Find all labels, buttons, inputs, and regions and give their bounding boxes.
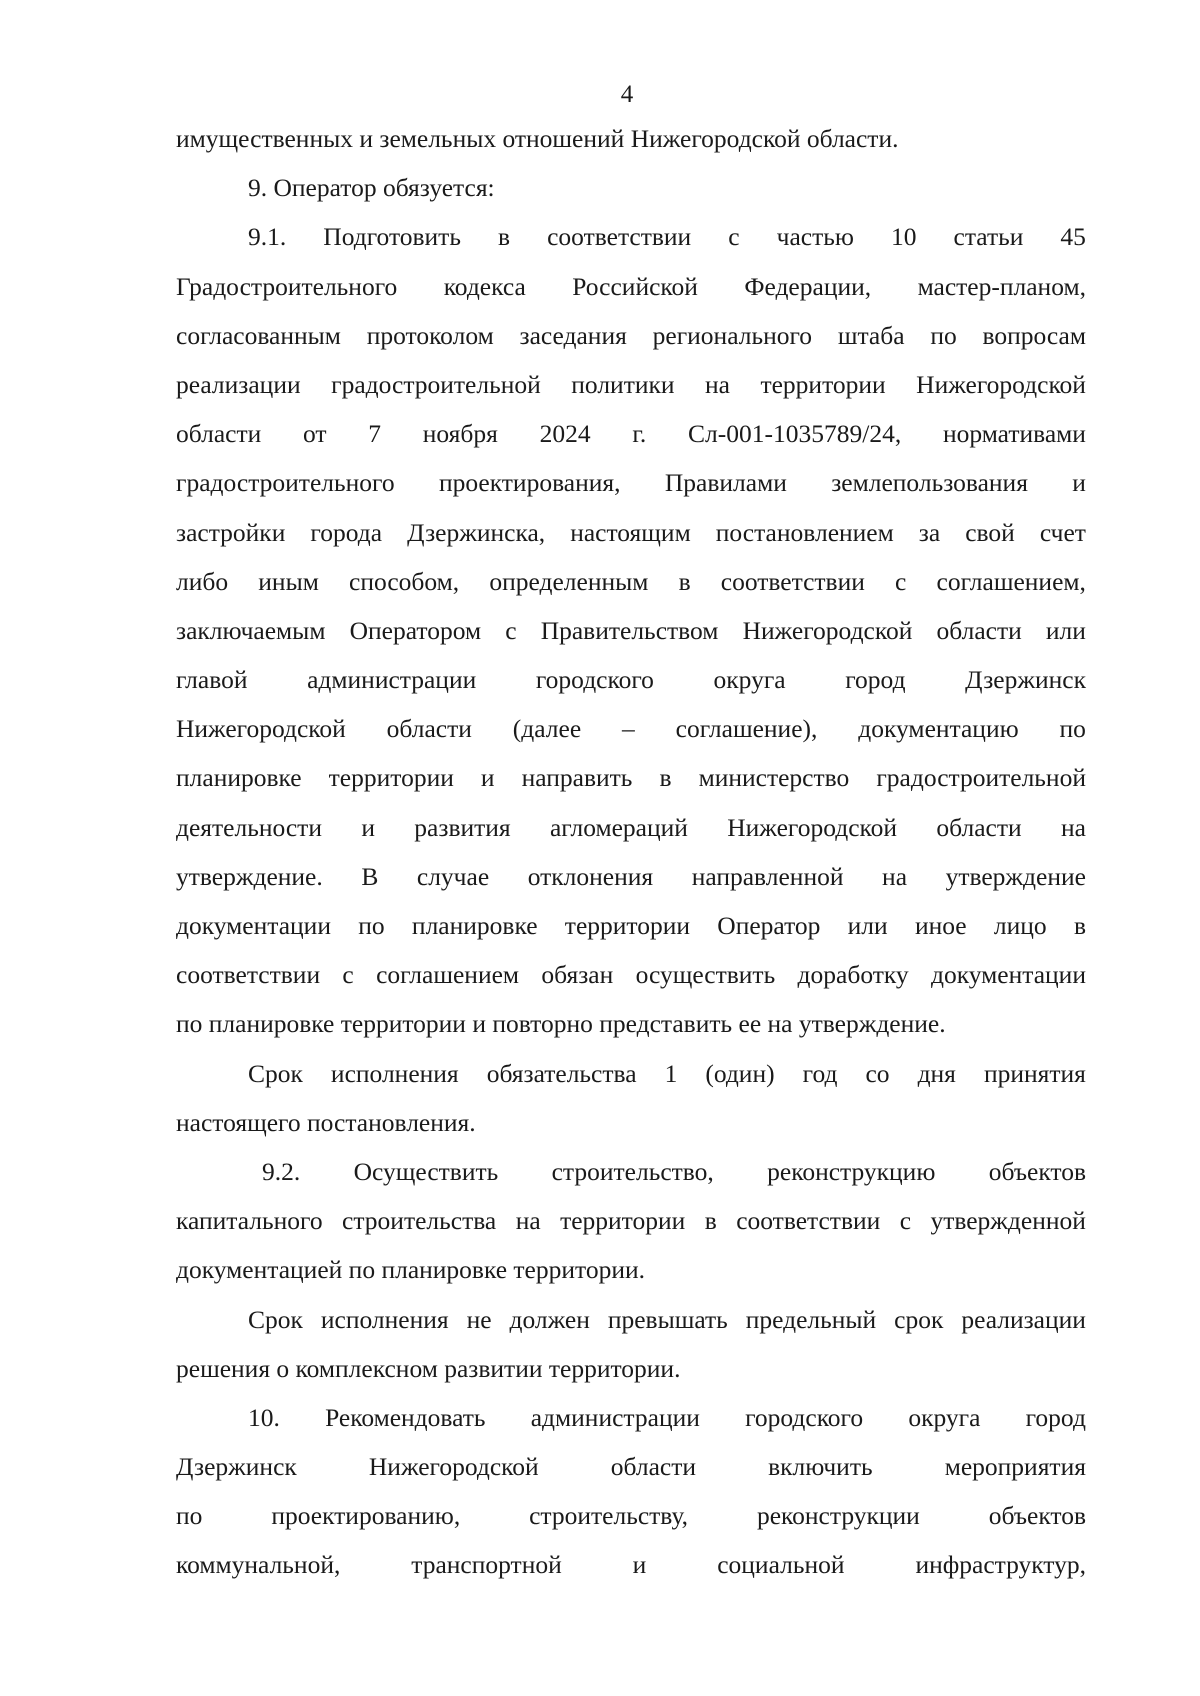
word: дня <box>917 1058 956 1088</box>
word: срок <box>894 1304 944 1334</box>
word: Осуществить <box>353 1156 499 1186</box>
word: обязан <box>541 960 614 990</box>
word: социальной <box>717 1550 845 1580</box>
word: исполнения <box>320 1304 449 1334</box>
word: городского <box>745 1402 864 1432</box>
word: способом, <box>349 566 460 596</box>
word: и <box>480 763 495 793</box>
text-line <box>176 212 1086 261</box>
word: территории <box>560 1206 686 1236</box>
line-text: документацией по планировке территории. <box>176 1255 645 1285</box>
word: 7 <box>368 419 382 449</box>
word: (один) <box>705 1058 775 1088</box>
word: коммунальной, <box>176 1550 341 1580</box>
word: объектов <box>988 1501 1086 1531</box>
word: должен <box>509 1304 590 1334</box>
word: 9.1. <box>248 222 287 252</box>
word: строительство, <box>551 1156 714 1186</box>
word: от <box>302 419 327 449</box>
word: с <box>895 566 907 596</box>
word: утвержденной <box>930 1206 1086 1236</box>
word: соглашением, <box>936 566 1086 596</box>
word: с <box>899 1206 912 1236</box>
text-line <box>176 606 1086 655</box>
word: нормативами <box>942 419 1086 449</box>
word: и <box>361 812 375 842</box>
text-line <box>176 999 1086 1048</box>
word: лицо <box>993 911 1047 940</box>
word: и <box>632 1550 647 1580</box>
word: с <box>342 960 354 990</box>
word: исполнения <box>330 1058 459 1088</box>
word: застройки <box>176 517 286 547</box>
page-number: 4 <box>620 81 634 108</box>
text-line <box>176 1147 1086 1196</box>
word: согласованным <box>176 320 341 350</box>
word: администрации <box>530 1402 700 1432</box>
word: агломераций <box>549 812 688 842</box>
word: утверждение <box>945 861 1086 891</box>
word: счет <box>1039 517 1086 547</box>
text-line <box>176 1245 1086 1294</box>
word: развития <box>414 812 511 842</box>
text-line <box>176 508 1086 557</box>
word: Нижегородской <box>742 615 913 645</box>
word: соглашением <box>376 960 520 990</box>
word: градостроительного <box>176 468 395 498</box>
word: Нижегородской <box>916 369 1086 399</box>
word: реализации <box>176 369 301 399</box>
word: на <box>1060 812 1086 842</box>
text-line <box>176 1540 1086 1589</box>
word: доработку <box>797 960 909 990</box>
word: города <box>310 517 383 547</box>
word: – <box>622 714 635 744</box>
word: город <box>1025 1402 1086 1432</box>
word: территории <box>564 911 691 940</box>
word: заседания <box>519 320 627 350</box>
text-line <box>176 704 1086 753</box>
word: проектированию, <box>271 1501 461 1531</box>
word: соответствии <box>720 566 865 596</box>
word: (далее <box>512 714 582 744</box>
word: Нижегородской <box>727 812 898 842</box>
word: в <box>498 222 511 252</box>
text-line <box>176 557 1086 606</box>
word: документации <box>176 911 331 940</box>
word: Нижегородской <box>176 714 346 744</box>
word: с <box>728 222 740 252</box>
word: по <box>176 1501 203 1531</box>
word: Оператором <box>349 615 482 645</box>
word: Правительством <box>540 615 719 645</box>
text-line <box>176 1098 1086 1147</box>
word: области <box>610 1452 697 1482</box>
word: 9.2. <box>262 1156 301 1186</box>
word: Рекомендовать <box>325 1402 486 1432</box>
word: осуществить <box>635 960 776 990</box>
word: на <box>705 369 730 399</box>
text-line <box>176 458 1086 507</box>
word: настоящим <box>570 517 691 547</box>
word: свой <box>965 517 1015 547</box>
word: в <box>704 1206 717 1236</box>
word: 1 <box>664 1058 678 1088</box>
word: проектирования, <box>438 468 621 498</box>
word: иным <box>258 566 319 596</box>
word: по <box>930 320 957 350</box>
line-text: имущественных и земельных отношений Нижегородской области. <box>176 124 899 153</box>
word: градостроительной <box>876 763 1086 793</box>
word: округа <box>713 665 786 695</box>
word: регионального <box>652 320 813 350</box>
word: документации <box>930 960 1086 990</box>
word: Нижегородской <box>368 1452 539 1482</box>
text-line <box>176 1196 1086 1245</box>
word: обязательства <box>486 1058 637 1088</box>
word: 10 <box>890 222 917 252</box>
text-line <box>176 852 1086 901</box>
word: с <box>505 615 517 645</box>
text-line <box>176 1049 1086 1098</box>
word: транспортной <box>411 1550 562 1580</box>
document-body <box>176 114 1086 1590</box>
word: иное <box>914 911 967 940</box>
word: планировке <box>411 911 538 940</box>
word: 45 <box>1060 222 1086 252</box>
word: строительству, <box>529 1501 689 1531</box>
word: администрации <box>307 665 477 695</box>
word: в <box>678 566 691 596</box>
word: Градостроительного <box>176 271 398 301</box>
word: инфраструктур, <box>915 1550 1086 1580</box>
word: округа <box>908 1402 981 1432</box>
word: соответствии <box>176 960 321 990</box>
word: за <box>918 517 941 547</box>
word: г. <box>632 419 647 449</box>
word: соответствии <box>547 222 692 252</box>
word: направленной <box>691 861 844 891</box>
text-line <box>176 655 1086 704</box>
word: Дзержинск <box>176 1452 297 1482</box>
text-line <box>176 114 1086 163</box>
word: территории <box>328 763 454 793</box>
word: на <box>882 861 908 891</box>
word: капитального <box>176 1206 323 1236</box>
word: главой <box>176 665 248 695</box>
word: случае <box>416 861 490 891</box>
word: деятельности <box>176 812 322 842</box>
word: Дзержинск <box>965 665 1086 695</box>
word: 10. <box>248 1402 280 1432</box>
word: принятия <box>983 1058 1086 1088</box>
text-line <box>176 262 1086 311</box>
word: Подготовить <box>323 222 461 252</box>
word: ноября <box>422 419 498 449</box>
word: Срок <box>248 1058 303 1088</box>
word: включить <box>768 1452 873 1482</box>
word: территории <box>760 369 886 399</box>
word: министерство <box>698 763 850 793</box>
word: протоколом <box>366 320 494 350</box>
word: мастер-планом, <box>917 271 1086 301</box>
word: частью <box>776 222 854 252</box>
word: Российской <box>572 271 698 301</box>
word: Срок <box>248 1304 303 1334</box>
text-line <box>176 409 1086 458</box>
word: город <box>845 665 906 695</box>
word: утверждение. <box>176 861 323 891</box>
text-line <box>176 1442 1086 1491</box>
text-line <box>176 1491 1086 1540</box>
word: по <box>1059 714 1086 744</box>
word: Оператор <box>717 911 821 940</box>
word: соответствии <box>736 1206 881 1236</box>
word: не <box>466 1304 492 1334</box>
word: по <box>358 911 385 940</box>
line-text: 9. Оператор обязуется: <box>248 173 495 203</box>
word: в <box>659 763 672 793</box>
word: и <box>1072 468 1086 498</box>
word: мероприятия <box>944 1452 1086 1482</box>
word: соглашение), <box>675 714 818 744</box>
text-line <box>176 360 1086 409</box>
text-line <box>176 803 1086 852</box>
word: В <box>361 861 379 891</box>
word: направить <box>521 763 633 793</box>
text-line <box>176 950 1086 999</box>
word: реконструкции <box>756 1501 920 1531</box>
word: реализации <box>961 1304 1086 1334</box>
word: в <box>1073 911 1086 940</box>
text-line <box>176 1295 1086 1344</box>
word: со <box>865 1058 890 1088</box>
word: области <box>936 615 1022 645</box>
word: заключаемым <box>176 615 326 645</box>
word: Дзержинска, <box>407 517 546 547</box>
word: определенным <box>489 566 649 596</box>
line-text: решения о комплексном развитии территории. <box>176 1353 681 1383</box>
word: области <box>386 714 472 744</box>
text-line <box>176 163 1086 212</box>
word: градостроительной <box>331 369 541 399</box>
word: землепользования <box>831 468 1028 498</box>
text-line <box>176 901 1086 950</box>
word: строительства <box>342 1206 497 1236</box>
word: кодекса <box>443 271 526 301</box>
word: предельный <box>745 1304 877 1334</box>
word: или <box>1045 615 1086 645</box>
word: Правилами <box>664 468 787 498</box>
word: области <box>936 812 1022 842</box>
word: городского <box>535 665 654 695</box>
line-text: по планировке территории и повторно представить ее на утверждение. <box>176 1009 946 1039</box>
word: области <box>176 419 262 449</box>
word: штаба <box>837 320 905 350</box>
word: либо <box>176 566 229 596</box>
word: объектов <box>988 1156 1086 1186</box>
word: реконструкцию <box>767 1156 936 1186</box>
word: вопросам <box>982 320 1086 350</box>
word: планировке <box>176 763 302 793</box>
word: или <box>847 911 888 940</box>
line-text: настоящего постановления. <box>176 1107 476 1137</box>
word: Федерации, <box>744 271 872 301</box>
word: Сл-001-1035789/24, <box>688 419 902 449</box>
word: на <box>515 1206 541 1236</box>
word: статьи <box>953 222 1024 252</box>
text-line <box>176 1393 1086 1442</box>
word: 2024 <box>539 419 591 449</box>
word: отклонения <box>527 861 654 891</box>
text-line <box>176 753 1086 802</box>
text-line <box>176 311 1086 360</box>
word: постановлением <box>715 517 894 547</box>
word: документацию <box>858 714 1019 744</box>
word: превышать <box>607 1304 728 1334</box>
word: политики <box>571 369 675 399</box>
text-line <box>176 1344 1086 1393</box>
word: год <box>802 1058 838 1088</box>
